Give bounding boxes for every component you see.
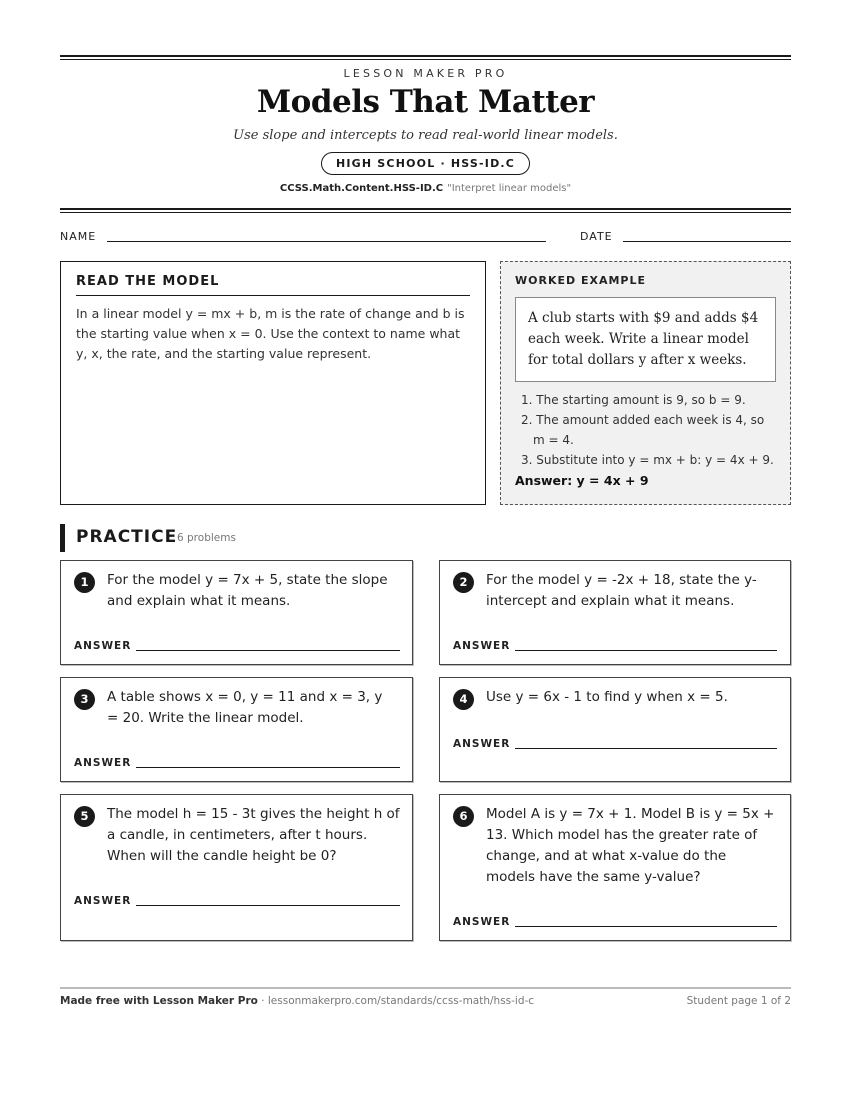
problem-card-3 bbox=[60, 677, 413, 782]
problem-card-4 bbox=[439, 677, 791, 782]
page-subtitle: Use slope and intercepts to read real-world linear models. bbox=[233, 128, 618, 143]
read-the-model-title: READ THE MODEL bbox=[76, 274, 470, 296]
worksheet-page bbox=[60, 0, 791, 1100]
answer-field-5[interactable] bbox=[136, 905, 400, 906]
problem-text: The model h = 15 - 3t gives the height h of a candle, in centimeters, after t hours. When will the candle height be 0? bbox=[107, 806, 400, 864]
practice-header bbox=[60, 524, 791, 552]
problem-number-badge: 4 bbox=[453, 689, 474, 710]
standard-code: CCSS.Math.Content.HSS-ID.C bbox=[279, 183, 444, 194]
worked-step: 3. Substitute into y = mx + b: y = 4x + 9. bbox=[521, 453, 774, 467]
answer-field-3[interactable] bbox=[136, 767, 400, 768]
answer-label: ANSWER bbox=[74, 757, 132, 769]
practice-accent-bar bbox=[60, 524, 65, 552]
problem-number-badge: 5 bbox=[74, 806, 95, 827]
problem-text: Model A is y = 7x + 1. Model B is y = 5x + 13. Which model has the greater rate of change, and at what x-value do the models have the same y-value? bbox=[486, 806, 775, 885]
problem-text: A table shows x = 0, y = 11 and x = 3, y = 20. Write the linear model. bbox=[107, 689, 383, 726]
worked-example-title: WORKED EXAMPLE bbox=[515, 274, 646, 287]
answer-field-2[interactable] bbox=[515, 650, 777, 651]
name-label: NAME bbox=[60, 230, 97, 243]
problem-text: Use y = 6x - 1 to find y when x = 5. bbox=[486, 689, 728, 705]
problem-number-badge: 6 bbox=[453, 806, 474, 827]
answer-label: ANSWER bbox=[453, 738, 511, 750]
problem-number-badge: 3 bbox=[74, 689, 95, 710]
problem-text: For the model y = -2x + 18, state the y-intercept and explain what it means. bbox=[486, 572, 757, 609]
practice-count: 6 problems bbox=[177, 532, 236, 544]
name-field[interactable] bbox=[107, 241, 546, 242]
worked-step: 2. The amount added each week is 4, so m = 4. bbox=[521, 413, 765, 447]
date-label: DATE bbox=[580, 230, 613, 243]
brand-name: LESSON MAKER PRO bbox=[343, 67, 508, 80]
level-badge-wrap bbox=[60, 152, 791, 175]
answer-label: ANSWER bbox=[74, 640, 132, 652]
worked-example-answer: Answer: y = 4x + 9 bbox=[515, 473, 649, 488]
worked-example-box bbox=[500, 261, 791, 505]
answer-label: ANSWER bbox=[453, 640, 511, 652]
problem-card-2 bbox=[439, 560, 791, 665]
footer-page-number: Student page 1 of 2 bbox=[686, 995, 791, 1007]
worked-example-problem: A club starts with $9 and adds $4 each week. Write a linear model for total dollars y after x weeks. bbox=[515, 297, 776, 382]
footer-url[interactable]: · lessonmakerpro.com/standards/ccss-math/hss-id-c bbox=[257, 995, 535, 1007]
problem-number-badge: 1 bbox=[74, 572, 95, 593]
name-date-row bbox=[60, 230, 791, 246]
top-double-rule bbox=[60, 55, 791, 60]
date-field[interactable] bbox=[623, 241, 791, 242]
answer-field-4[interactable] bbox=[515, 748, 777, 749]
footer-made-with: Made free with Lesson Maker Pro bbox=[60, 995, 258, 1007]
answer-label: ANSWER bbox=[453, 916, 511, 928]
footer-credit bbox=[60, 995, 534, 1007]
answer-field-6[interactable] bbox=[515, 926, 777, 927]
header-bottom-rule bbox=[60, 208, 791, 213]
practice-title: PRACTICE bbox=[76, 527, 178, 547]
standard-line bbox=[60, 183, 791, 194]
problem-card-6 bbox=[439, 794, 791, 941]
worked-example-steps bbox=[515, 390, 776, 470]
problem-text: For the model y = 7x + 5, state the slope and explain what it means. bbox=[107, 572, 388, 609]
answer-field-1[interactable] bbox=[136, 650, 400, 651]
answer-label: ANSWER bbox=[74, 895, 132, 907]
footer-rule bbox=[60, 987, 791, 989]
problem-card-5 bbox=[60, 794, 413, 941]
problem-number-badge: 2 bbox=[453, 572, 474, 593]
level-badge: HIGH SCHOOL · HSS-ID.C bbox=[321, 152, 530, 175]
problem-card-1 bbox=[60, 560, 413, 665]
standard-description: "Interpret linear models" bbox=[447, 183, 572, 194]
read-the-model-box bbox=[60, 261, 486, 505]
page-title: Models That Matter bbox=[256, 84, 595, 120]
read-the-model-text: In a linear model y = mx + b, m is the rate of change and b is the starting value when x = 0. Use the context to name what y, x, the rate, and the starting value represent. bbox=[76, 306, 465, 361]
worked-step: 1. The starting amount is 9, so b = 9. bbox=[521, 393, 746, 407]
